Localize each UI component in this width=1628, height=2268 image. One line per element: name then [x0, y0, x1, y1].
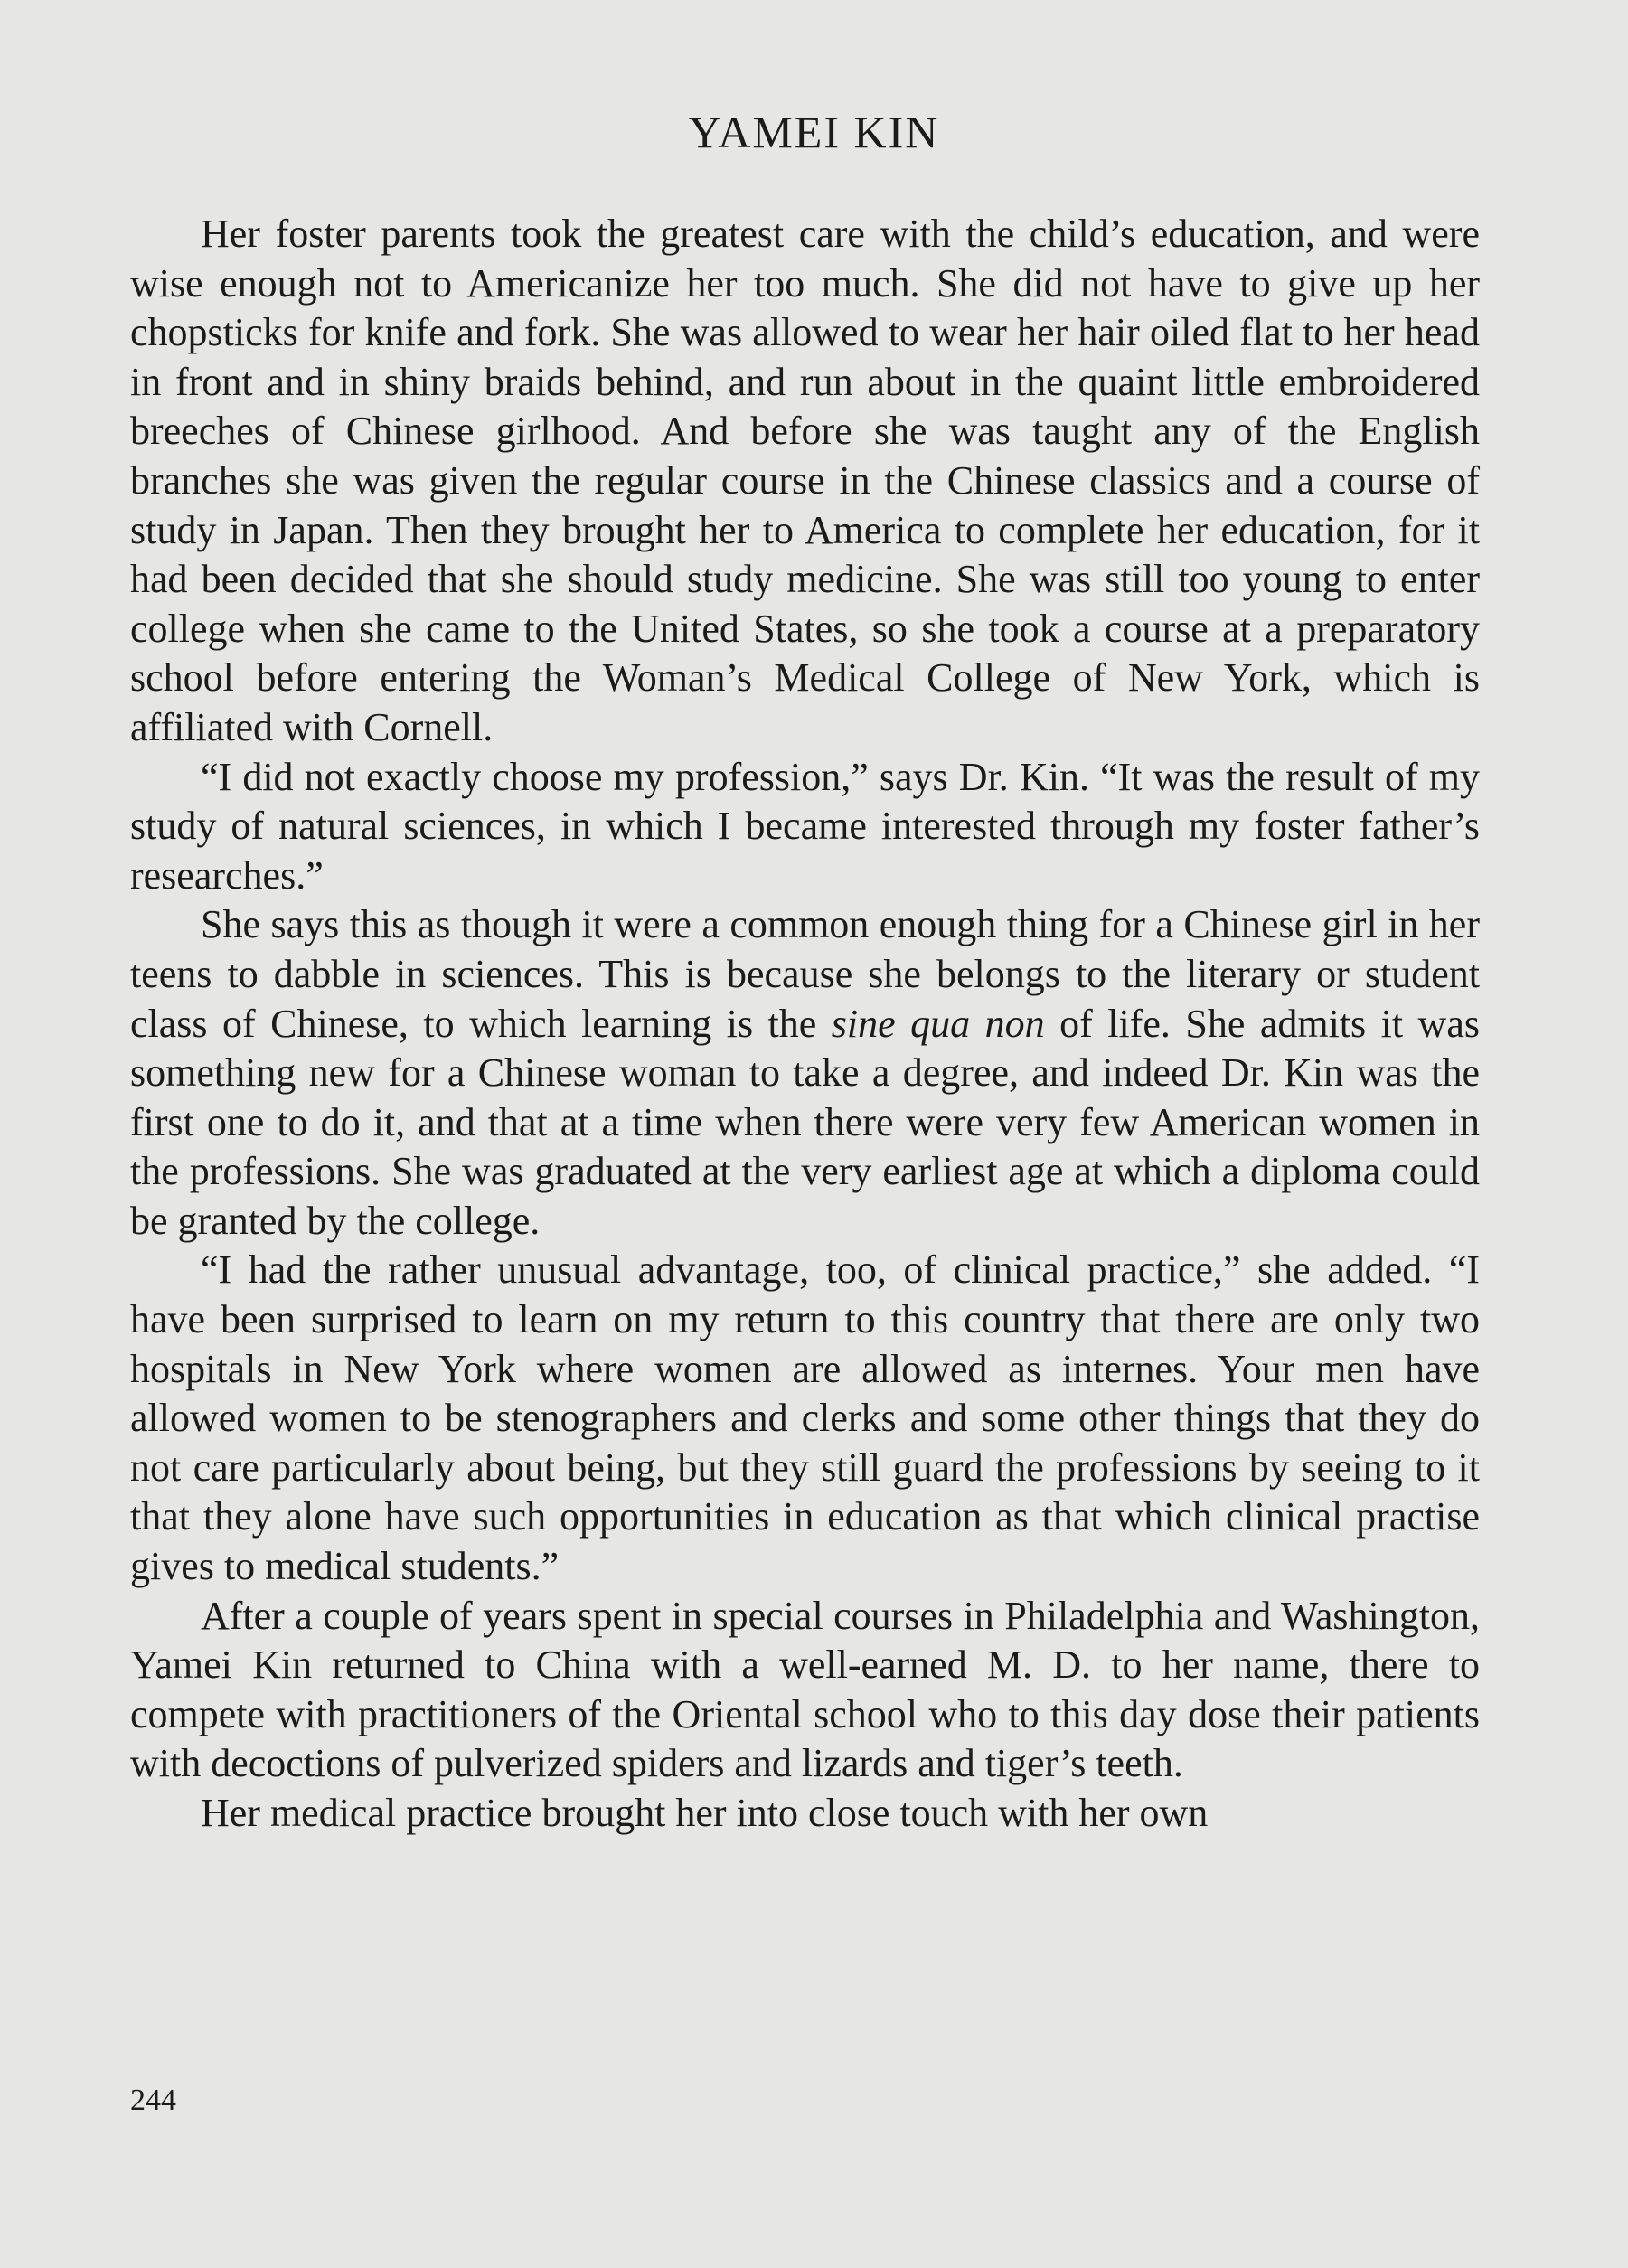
paragraph-1: Her foster parents took the greatest care with the child’s education, and were wise enough not to Americanize her too much. She did not have to give up her chopsticks for knife and fork. She was allowed to wear her hair oiled flat to her head in front and in shiny braids behind, and run about in the quaint little embroidered breeches of Chinese girlhood. And before she was taught any of the English branches she was given the regular course in the Chinese classics and a course of study in Japan. Then they brought her to America to complete her education, for it had been decided that she should study medicine. She was still too young to enter college when she came to the United States, so she took a course at a preparatory school before entering the Woman’s Medical College of New York, which is affiliated with Cornell. — [130, 212, 1480, 749]
paragraph-3-italic-phrase: sine qua non — [831, 1001, 1045, 1046]
page-number: 244 — [130, 2084, 176, 2117]
paragraph-3-text-b: of life. She admits it was something new for a Chinese woman to take a degree, and indeed Dr. Kin was the first one to do it, and that at a time when there were very few American women in the professions. She was graduated at the very earliest age at which a diploma could be granted by the college. — [130, 1001, 1480, 1243]
paragraph-5: After a couple of years spent in special courses in Philadelphia and Washington, Yamei Kin returned to China with a well-earned M. D. to her name, there to compete with practitioners of the Oriental school who to this day dose their patients with decoctions of pulverized spiders and lizards and tiger’s teeth. — [130, 1593, 1480, 1786]
paragraph-2: “I did not exactly choose my profession,” says Dr. Kin. “It was the result of my study of natural sciences, in which I became interested through my foster father’s researches.” — [130, 754, 1480, 898]
running-head: YAMEI KIN — [688, 107, 940, 157]
body-text — [130, 210, 1480, 1839]
paragraph-4: “I had the rather unusual advantage, too, of clinical practice,” she added. “I have been surprised to learn on my return to this country that there are only two hospitals in New York where women are allowed as internes. Your men have allowed women to be stenographers and clerks and some other things that they do not care particularly about being, but they still guard the professions by seeing to it that they alone have such opportunities in education as that which clinical practise gives to medical students.” — [130, 1247, 1480, 1589]
paragraph-6: Her medical practice brought her into close touch with her own — [201, 1791, 1209, 1835]
paragraph-3-text-a: She says this as though it were a common enough thing for a Chinese girl in her teens to dabble in sciences. This is because she belongs to the literary or student class of Chinese, to which learning is the — [130, 902, 1480, 1046]
paragraph-3 — [130, 900, 1480, 1246]
